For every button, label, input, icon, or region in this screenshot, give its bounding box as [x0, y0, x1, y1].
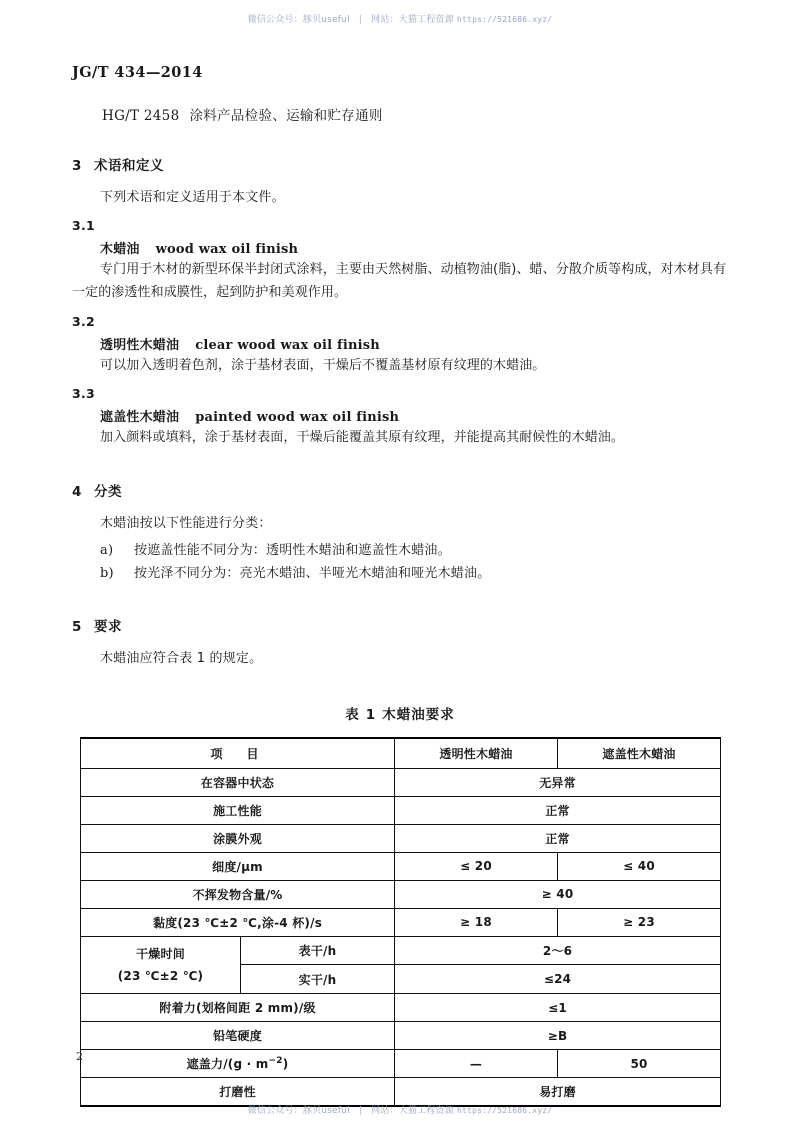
table-row: [81, 908, 721, 936]
hiding-power-label: [81, 1050, 395, 1078]
list-item-text: 按光泽不同分为：亮光木蜡油、半哑光木蜡油和哑光木蜡油。: [134, 566, 491, 582]
list-item-marker: a): [100, 543, 114, 559]
list-item: [100, 562, 728, 585]
watermark-bottom: [0, 1103, 800, 1116]
table-caption-number: 1: [365, 706, 377, 723]
clause-4-title: 分类: [94, 483, 122, 500]
table-row-drying-surface: [81, 936, 721, 965]
row-item-label: 附着力(划格间距 2 mm)/级: [81, 994, 395, 1022]
row-value-span: 无异常: [395, 768, 721, 796]
row-value-span: 正常: [395, 796, 721, 824]
row-value-span: 正常: [395, 824, 721, 852]
drying-time-line2: (23 ℃±2 ℃): [117, 968, 204, 983]
term-3-3-definition: 加入颜料或填料，涂于基材表面，干燥后能覆盖其原有纹理，并能提高其耐候性的木蜡油。: [100, 430, 625, 446]
clause-5-title: 要求: [94, 619, 122, 636]
table-caption-title: 木蜡油要求: [382, 706, 455, 723]
hard-dry-value: ≤24: [395, 965, 721, 994]
clause-3-title: 术语和定义: [94, 158, 164, 174]
term-3-1-definition: 专门用于木材的新型环保半封闭式涂料，主要由天然树脂、动植物油(脂)、蜡、分散介质等构成，对木材具有一定的渗透性和成膜性，起到防护和美观作用。: [72, 262, 727, 300]
row-value-span: ≤1: [395, 994, 721, 1022]
list-item-marker: b): [100, 566, 114, 582]
term-3-2-en: clear wood wax oil finish: [195, 337, 380, 353]
watermark-top: [0, 12, 800, 25]
row-value-painted: ≥ 23: [558, 908, 721, 936]
table-row: [81, 1022, 721, 1050]
table-row-hiding-power: [81, 1050, 721, 1078]
clause-5-heading: [72, 615, 728, 635]
clause-3-intro: 下列术语和定义适用于本文件。: [100, 190, 285, 205]
row-item-label: 涂膜外观: [81, 824, 395, 852]
row-item-label: 施工性能: [81, 796, 395, 824]
clause-4-number: 4: [72, 483, 82, 500]
reference-title: 涂料产品检验、运输和贮存通则: [189, 108, 383, 124]
page-number: 2: [76, 1050, 83, 1063]
table-row: [81, 852, 721, 880]
hiding-power-prefix: 遮盖力/(g · m: [186, 1057, 269, 1072]
hiding-power-clear: —: [395, 1050, 558, 1078]
drying-time-group-label: [81, 936, 241, 993]
clause-3-heading: [72, 154, 728, 174]
normative-reference: [102, 104, 728, 124]
row-item-label: 不挥发物含量/%: [81, 880, 395, 908]
hiding-power-suffix: ): [282, 1057, 289, 1072]
watermark-site-label: 网站：大猫工程资源: [371, 15, 454, 25]
row-value-painted: ≤ 40: [558, 852, 721, 880]
row-item-label: 铅笔硬度: [81, 1022, 395, 1050]
row-value-clear: ≤ 20: [395, 852, 558, 880]
table-header-clear: 透明性木蜡油: [395, 738, 558, 769]
hiding-power-exponent: −2: [268, 1056, 283, 1067]
term-3-2-definition: 可以加入透明着色剂，涂于基材表面，干燥后不覆盖基材原有纹理的木蜡油。: [100, 357, 546, 373]
term-3-3-heading: [100, 406, 728, 425]
clause-5-number: 5: [72, 619, 82, 636]
watermark-url: https://521686.xyz/: [457, 1106, 553, 1115]
row-item-label: 打磨性: [81, 1078, 395, 1107]
watermark-url: https://521686.xyz/: [457, 15, 553, 24]
watermark-site-label: 网站：大猫工程资源: [371, 1106, 454, 1116]
clause-5-intro: 木蜡油应符合表 1 的规定。: [100, 651, 263, 667]
term-3-1-zh: 木蜡油: [100, 242, 140, 258]
term-3-1-en: wood wax oil finish: [155, 242, 299, 258]
hiding-power-painted: 50: [558, 1050, 721, 1078]
surface-dry-value: 2～6: [395, 936, 721, 965]
term-3-3-en: painted wood wax oil finish: [195, 410, 400, 426]
clause-3-number: 3: [72, 158, 82, 174]
term-3-2-heading: [100, 334, 728, 353]
reference-code: HG/T 2458: [102, 108, 180, 124]
hard-dry-label: 实干/h: [241, 965, 395, 994]
watermark-separator: |: [358, 15, 363, 25]
requirements-table: [80, 737, 721, 1107]
term-3-3-zh: 遮盖性木蜡油: [100, 410, 180, 426]
standard-id: JG/T 434—2014: [72, 64, 203, 81]
classification-list: [72, 539, 728, 585]
table-row: [81, 880, 721, 908]
row-value-span: ≥ 40: [395, 880, 721, 908]
table-caption-label: 表: [345, 706, 360, 723]
row-value-span: 易打磨: [395, 1078, 721, 1107]
clause-4-heading: [72, 480, 728, 500]
term-3-3-number: 3.3: [72, 386, 96, 402]
term-3-2-zh: 透明性木蜡油: [100, 337, 180, 353]
row-item-label: 细度/μm: [81, 852, 395, 880]
term-3-1-heading: [100, 238, 728, 257]
table-row: [81, 824, 721, 852]
term-3-2-number: 3.2: [72, 313, 96, 329]
document-content: [72, 100, 728, 1107]
list-item-text: 按遮盖性能不同分为：透明性木蜡油和遮盖性木蜡油。: [134, 543, 451, 559]
row-value-span: ≥B: [395, 1022, 721, 1050]
row-item-label: 在容器中状态: [81, 768, 395, 796]
watermark-wechat-label: 微信公众号：豚贝useful: [247, 15, 350, 25]
table-row: [81, 796, 721, 824]
watermark-separator: |: [358, 1106, 363, 1116]
watermark-wechat-label: 微信公众号：豚贝useful: [247, 1106, 350, 1116]
table-row: [81, 768, 721, 796]
table-header-item: 项 目: [81, 738, 395, 769]
table-header-row: [81, 738, 721, 769]
row-value-clear: ≥ 18: [395, 908, 558, 936]
surface-dry-label: 表干/h: [241, 936, 395, 965]
table-row: [81, 994, 721, 1022]
table-header-painted: 遮盖性木蜡油: [558, 738, 721, 769]
list-item: [100, 539, 728, 562]
table-row: [81, 1078, 721, 1107]
table-caption: [72, 703, 728, 723]
clause-4-intro: 木蜡油按以下性能进行分类：: [100, 515, 272, 531]
row-item-label: 黏度(23 ℃±2 ℃,涂-4 杯)/s: [81, 908, 395, 936]
term-3-1-number: 3.1: [72, 218, 96, 234]
drying-time-line1: 干燥时间: [136, 946, 185, 961]
